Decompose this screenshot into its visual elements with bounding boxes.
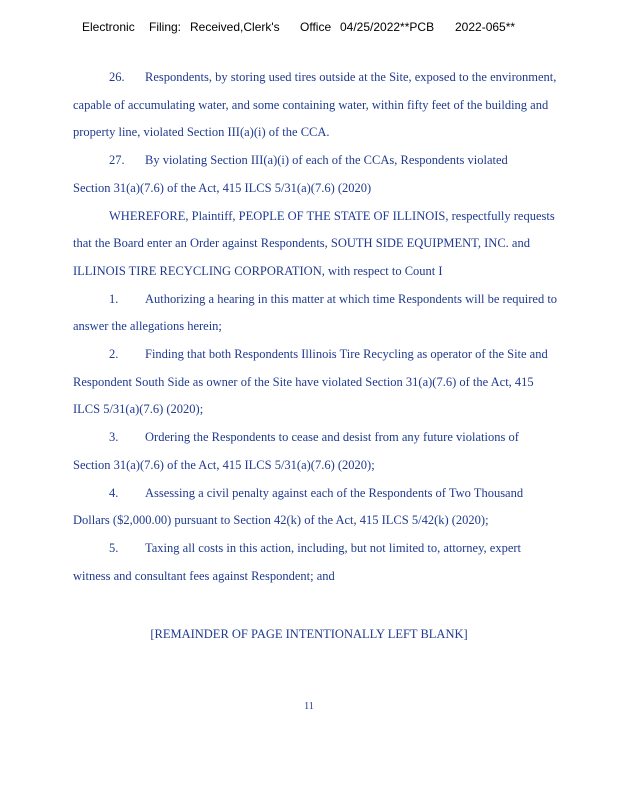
paragraph-number: 26.	[109, 70, 125, 84]
header-electronic: Electronic	[82, 20, 135, 34]
header-case: 2022-065**	[455, 20, 516, 34]
relief-line: witness and consultant fees against Respondent; and	[73, 568, 335, 583]
paragraph-number: 27.	[109, 153, 125, 168]
relief-item-4	[73, 480, 593, 508]
wherefore-line: ILLINOIS TIRE RECYCLING CORPORATION, with respect to Count I	[73, 263, 443, 278]
paragraph-26	[73, 64, 593, 92]
relief-line: Respondent South Side as owner of the Site have violated Section 31(a)(7.6) of the Act, 415	[73, 374, 534, 389]
page-number: 11	[304, 701, 314, 712]
header-office: Office	[300, 20, 332, 34]
header-filing: Filing:	[149, 20, 182, 34]
relief-line: Section 31(a)(7.6) of the Act, 415 ILCS 5/31(a)(7.6) (2020);	[73, 457, 375, 472]
relief-item-1	[73, 286, 593, 314]
relief-line: Ordering the Respondents to cease and desist from any future violations of	[145, 430, 519, 445]
paragraph-line: property line, violated Section III(a)(i) of the CCA.	[73, 125, 330, 140]
relief-line: Finding that both Respondents Illinois Tire Recycling as operator of the Site and	[145, 347, 548, 362]
relief-number: 4.	[109, 485, 119, 500]
remainder-notice: [REMAINDER OF PAGE INTENTIONALLY LEFT BLANK]	[150, 627, 468, 641]
paragraph-27	[73, 147, 593, 175]
relief-number: 5.	[109, 540, 119, 555]
header-date: 04/25/2022**PCB	[340, 20, 435, 34]
relief-item-5	[73, 535, 593, 563]
relief-number: 3.	[109, 430, 119, 445]
wherefore-clause: WHEREFORE, Plaintiff, PEOPLE OF THE STATE OF ILLINOIS, respectfully requests	[109, 208, 555, 223]
relief-item-2	[73, 341, 593, 369]
document-body	[73, 64, 593, 590]
relief-number: 2.	[109, 347, 119, 362]
paragraph-line: Respondents, by storing used tires outside at the Site, exposed to the environment,	[145, 70, 557, 84]
relief-line: Assessing a civil penalty against each of the Respondents of Two Thousand	[145, 485, 524, 500]
relief-line: ILCS 5/31(a)(7.6) (2020);	[73, 402, 204, 417]
header-received: Received,Clerk's	[190, 20, 280, 34]
wherefore-line: that the Board enter an Order against Respondents, SOUTH SIDE EQUIPMENT, INC. and	[73, 236, 530, 251]
paragraph-line: By violating Section III(a)(i) of each of the CCAs, Respondents violated	[145, 153, 508, 168]
relief-line: Dollars ($2,000.00) pursuant to Section 42(k) of the Act, 415 ILCS 5/42(k) (2020);	[73, 513, 489, 528]
paragraph-line: capable of accumulating water, and some containing water, within fifty feet of the building and	[73, 97, 549, 112]
relief-number: 1.	[109, 291, 119, 306]
relief-line: Taxing all costs in this action, including, but not limited to, attorney, expert	[145, 540, 522, 555]
paragraph-line: Section 31(a)(7.6) of the Act, 415 ILCS 5/31(a)(7.6) (2020)	[73, 180, 372, 195]
relief-item-3	[73, 424, 593, 452]
relief-line: Authorizing a hearing in this matter at which time Respondents will be required to	[145, 291, 558, 306]
relief-line: answer the allegations herein;	[73, 319, 222, 334]
